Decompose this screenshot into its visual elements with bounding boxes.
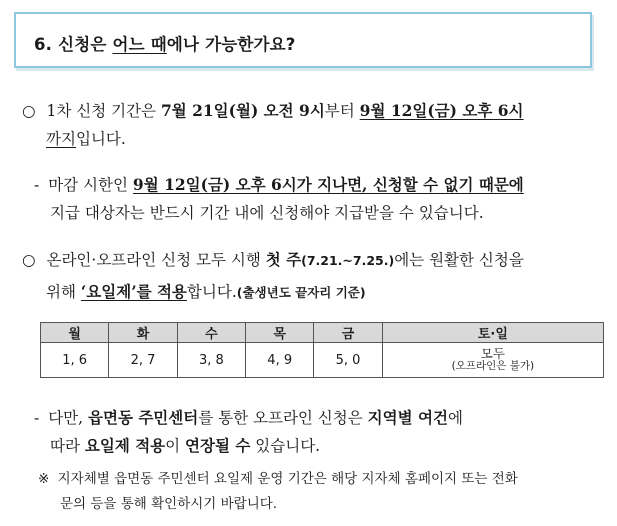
- item2-line1: [22, 250, 524, 271]
- cell-thu: 4, 9: [246, 343, 314, 378]
- sub1-text-a: 마감 시한인: [48, 176, 133, 194]
- cell-tue: 2, 7: [109, 343, 177, 378]
- item1-line1: [22, 101, 524, 121]
- note-text-line2: 문의 등을 통해 확인하시기 바랍니다.: [60, 496, 278, 512]
- item1-line2: [46, 129, 126, 149]
- item2-text-c2: 합니다.: [186, 283, 237, 301]
- weekend-offline-note: (오프라인은 불가): [451, 360, 535, 372]
- sub2-text-a2: 따라: [50, 437, 85, 455]
- cell-mon: 1, 6: [41, 343, 109, 378]
- item2-text-a: 온라인·오프라인 신청 모두 시행: [46, 251, 266, 269]
- note-line2: [60, 494, 277, 514]
- item1-start-date: 7월 21일(월) 오전 9시: [160, 101, 325, 120]
- header-mon: 월: [41, 323, 109, 343]
- sub2-regional-conditions: 지역별 여건: [367, 408, 448, 427]
- sub2-line2: [50, 436, 320, 456]
- question-suffix: 에나 가능한가요?: [166, 35, 296, 54]
- item2-first-week: 첫 주: [265, 250, 302, 269]
- sub2-text-e: 에: [447, 409, 463, 427]
- question-underlined: 어느 때: [112, 35, 167, 54]
- header-weekend: 토·일: [382, 323, 603, 343]
- item2-birth-year-note: (출생년도 끝자리 기준): [236, 285, 366, 300]
- note-line1: [38, 469, 518, 489]
- table-header-row: [41, 323, 604, 343]
- question-title: [34, 31, 296, 55]
- sub2-community-center: 읍면동 주민센터: [88, 408, 199, 427]
- cell-wed: 3, 8: [177, 343, 245, 378]
- bullet-circle: ○: [22, 251, 36, 269]
- sub2-line1: [34, 408, 463, 428]
- dash: -: [34, 176, 40, 194]
- item1-text-a: 1차 신청 기간은: [46, 102, 161, 120]
- cell-weekend: [382, 343, 603, 378]
- item1-until: 까지: [46, 130, 76, 148]
- sub1-deadline-warning: 9월 12일(금) 오후 6시가 지나면, 신청할 수 없기 때문에: [132, 175, 524, 194]
- item1-end-date: 9월 12일(금) 오후 6시: [359, 101, 524, 120]
- sub1-line2: [50, 203, 484, 223]
- sub2-text-c2: 이: [165, 437, 186, 455]
- weekend-all: 모두: [480, 346, 505, 361]
- header-fri: 금: [314, 323, 382, 343]
- sub1-line1: [34, 175, 524, 195]
- note-mark: ※: [38, 471, 50, 487]
- item2-text-d: 에는 원활한 신청을: [394, 251, 524, 269]
- item2-text-a2: 위해: [46, 283, 81, 301]
- sub2-weekday-apply: 요일제 적용: [84, 436, 166, 455]
- sub2-text-e2: 있습니다.: [250, 437, 321, 455]
- question-prefix: 6. 신청은: [34, 35, 113, 54]
- sub1-text-line2: 지급 대상자는 반드시 기간 내에 신청해야 지급받을 수 있습니다.: [50, 204, 484, 222]
- item1-end-text: 입니다.: [75, 130, 126, 148]
- note-text-line1: 지자체별 읍면동 주민센터 요일제 운영 기간은 해당 지자체 홈페이지 또는 전화: [57, 471, 518, 487]
- sub2-text-c: 를 통한 오프라인 신청은: [198, 409, 368, 427]
- table-row: [41, 343, 604, 378]
- item2-first-week-dates: (7.21.~7.25.): [301, 253, 395, 268]
- sub2-may-extend: 연장될 수: [185, 436, 251, 455]
- header-tue: 화: [109, 323, 177, 343]
- item1-text-c: 부터: [324, 102, 360, 120]
- header-wed: 수: [177, 323, 245, 343]
- dash: -: [34, 409, 40, 427]
- bullet-circle: ○: [22, 102, 36, 120]
- sub2-text-a: 다만,: [48, 409, 88, 427]
- item2-line2: [46, 282, 366, 303]
- weekday-schedule-table: [40, 322, 604, 378]
- item2-weekday-system: ‘요일제’를 적용: [80, 282, 187, 301]
- cell-fri: 5, 0: [314, 343, 382, 378]
- question-box: [14, 12, 592, 68]
- header-thu: 목: [246, 323, 314, 343]
